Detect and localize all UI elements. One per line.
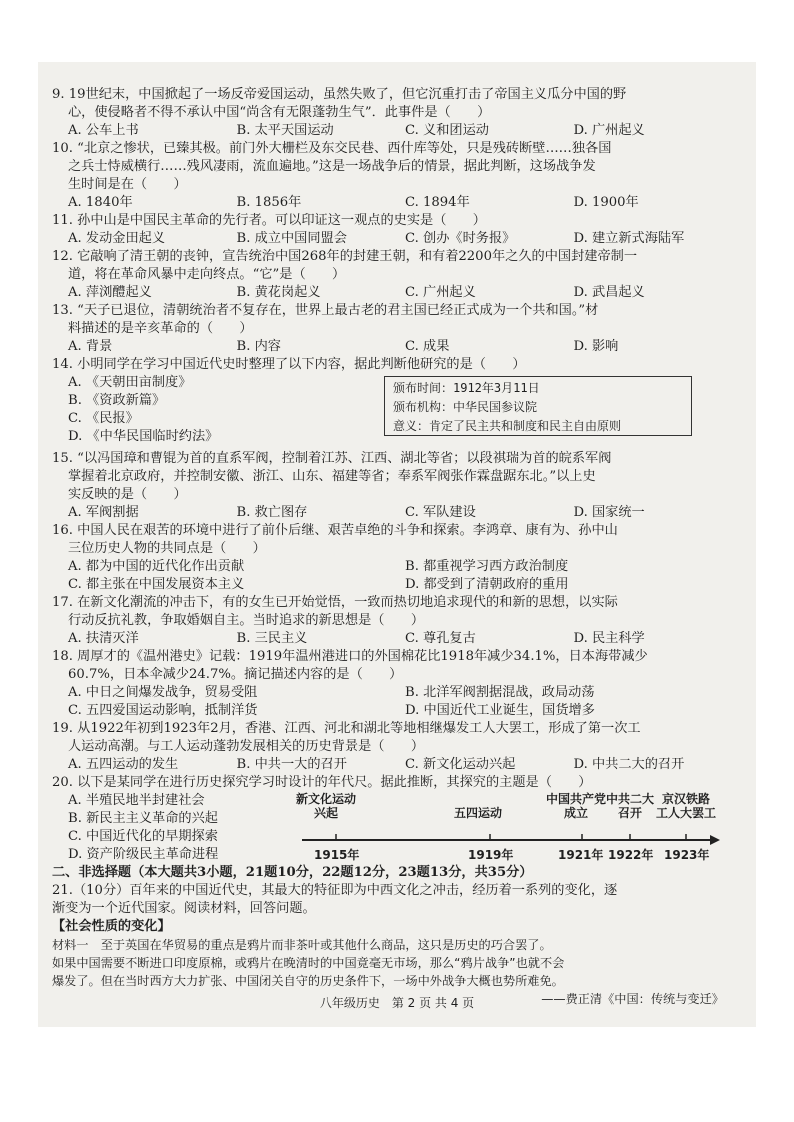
question-19 <box>52 720 742 774</box>
question-stem-cont: 心，使侵略者不得不承认中国“尚含有无限蓬勃生气”．此事件是（ ） <box>68 105 491 120</box>
options-row <box>52 684 742 702</box>
options-row <box>52 230 742 248</box>
question-stem: 20. 以下是某同学在进行历史探究学习时设计的年代尺。据此推断，其探究的主题是（ ） <box>52 775 592 790</box>
question-14 <box>52 356 742 450</box>
option-d: D. 中共二大的召开 <box>573 757 685 772</box>
question-12 <box>52 248 742 302</box>
option-d: D. 《中华民国临时约法》 <box>68 429 219 444</box>
info-box <box>384 376 692 436</box>
option-b: B. 成立中国同盟会 <box>236 231 347 246</box>
material-citation: ——费正清《中国：传统与变迁》 <box>541 992 724 1006</box>
question-stem-cont: 实反映的是（ ） <box>68 487 187 502</box>
question-stem: 11. 孙中山是中国民主革命的先行者。可以印证这一观点的史实是（ ） <box>52 213 486 228</box>
question-stem: 19. 从1922年初到1923年2月，香港、江西、河北和湖北等地相继爆发工人大罢工，形成了第一次工 <box>52 721 641 736</box>
option-b: B. 新民主主义革命的兴起 <box>68 811 218 826</box>
options-row <box>52 756 742 774</box>
material-line: 爆发了。但在当时西方大力扩张、中国闭关自守的历史条件下，一场中外战争大概也势所难免。 <box>52 974 564 988</box>
option-d: D. 影响 <box>573 339 619 354</box>
timeline-year: 1923年 <box>664 848 710 862</box>
timeline-year: 1922年 <box>608 848 654 862</box>
option-c: C. 1894年 <box>405 195 470 210</box>
option-a: A. 扶清灭洋 <box>68 631 139 646</box>
question-stem-cont: 生时间是在（ ） <box>68 177 187 192</box>
option-b: B. 《资政新篇》 <box>68 393 166 408</box>
options-row <box>52 702 742 720</box>
options-column <box>68 374 218 446</box>
option-d: D. 国家统一 <box>573 505 645 520</box>
question-stem: 12. 它敲响了清王朝的丧钟，宣告统治中国268年的封建王朝，和有着2200年之久的中国封建帝制一 <box>52 249 638 264</box>
question-13 <box>52 302 742 356</box>
section-2-heading: 二、非选择题（本大题共3小题，21题10分，22题12分，23题13分，共35分） <box>52 865 533 880</box>
info-box-line: 颁布机构：中华民国参议院 <box>393 400 538 414</box>
material-line: 材料一 至于英国在华贸易的重点是鸦片而非茶叶或其他什么商品，这只是历史的巧合罢了。 <box>52 938 552 952</box>
option-b: B. 太平天国运动 <box>236 123 334 138</box>
option-d: D. 资产阶级民主革命进程 <box>68 847 219 862</box>
option-b: B. 内容 <box>236 339 281 354</box>
options-row <box>52 504 742 522</box>
info-box-line: 意义：肯定了民主共和制度和民主自由原则 <box>393 419 622 433</box>
options-row <box>52 194 742 212</box>
options-row <box>52 338 742 356</box>
question-21-stem: 21.（10分）百年来的中国近代史，其最大的特征即为中西文化之冲击，经历着一系列的变化，逐 <box>52 883 618 898</box>
question-stem: 17. 在新文化潮流的冲击下，有的女生已开始觉悟，一致而热切地追求现代的和新的思想，以实际 <box>52 595 618 610</box>
options-column <box>68 792 218 864</box>
material-section-title: 【社会性质的变化】 <box>52 919 171 934</box>
option-c: C. 军队建设 <box>405 505 476 520</box>
question-stem: 14. 小明同学在学习中国近代史时整理了以下内容，据此判断他研究的是（ ） <box>52 357 526 372</box>
page-footer: 八年级历史 第 2 页 共 4 页 <box>319 996 475 1010</box>
question-20-body <box>52 792 742 864</box>
option-d: D. 民主科学 <box>573 631 645 646</box>
question-20 <box>52 774 742 864</box>
timeline <box>296 792 740 864</box>
option-d: D. 中国近代工业诞生，国货增多 <box>405 703 595 718</box>
option-a: A. 军阀割据 <box>68 505 139 520</box>
option-d: D. 建立新式海陆军 <box>573 231 685 246</box>
question-17 <box>52 594 742 648</box>
option-b: B. 北洋军阀割据混战，政局动荡 <box>405 685 595 700</box>
option-a: A. 发动金田起义 <box>68 231 166 246</box>
info-box-line: 颁布时间：1912年3月11日 <box>393 381 540 395</box>
question-9 <box>52 86 742 140</box>
question-stem: 18. 周厚才的《温州港史》记载：1919年温州港进口的外国棉花比1918年减少34.1%，日本海带减少 <box>52 649 648 664</box>
option-b: B. 中共一大的召开 <box>236 757 347 772</box>
option-a: A. 《天朝田亩制度》 <box>68 375 192 390</box>
options-row <box>52 630 742 648</box>
option-a: A. 1840年 <box>68 195 133 210</box>
question-stem: 9. 19世纪末，中国掀起了一场反帝爱国运动，虽然失败了，但它沉重打击了帝国主义瓜分中国的野 <box>52 87 627 102</box>
timeline-year: 1921年 <box>558 848 604 862</box>
question-stem-cont: 60.7%，日本伞减少24.7%。摘记描述内容的是（ ） <box>68 667 403 682</box>
question-10 <box>52 140 742 212</box>
option-d: D. 武昌起义 <box>573 285 645 300</box>
options-row <box>52 558 742 576</box>
option-a: A. 萍浏醴起义 <box>68 285 152 300</box>
options-row <box>52 284 742 302</box>
question-stem: 13. “天子已退位，清朝统治者不复存在，世界上最古老的君主国已经正式成为一个共和国。”材 <box>52 303 599 318</box>
option-d: D. 广州起义 <box>573 123 645 138</box>
options-row <box>52 122 742 140</box>
timeline-event-label: 新文化运动 兴起 <box>296 792 357 820</box>
option-c: C. 都主张在中国发展资本主义 <box>68 577 245 592</box>
option-a: A. 背景 <box>68 339 113 354</box>
question-stem-cont: 之兵士恃威横行……残风凄雨，流血遍地。”这是一场战争后的情景，据此判断，这场战争发 <box>68 159 596 174</box>
option-c: C. 成果 <box>405 339 450 354</box>
question-stem-cont: 三位历史人物的共同点是（ ） <box>68 541 266 556</box>
timeline-year: 1919年 <box>468 848 514 862</box>
option-a: A. 中日之间爆发战争，贸易受阻 <box>68 685 258 700</box>
exam-page <box>38 62 756 1027</box>
option-c: C. 《民报》 <box>68 411 139 426</box>
option-c: C. 尊孔复古 <box>405 631 476 646</box>
question-stem: 15. “以冯国璋和曹锟为首的直系军阀，控制着江苏、江西、湖北等省；以段祺瑞为首的皖系军阀 <box>52 451 612 466</box>
timeline-event-label: 中共二大 召开 <box>606 792 655 820</box>
question-stem-cont: 人运动高潮。与工人运动蓬勃发展相关的历史背景是（ ） <box>68 739 425 754</box>
exam-content <box>52 86 742 1008</box>
option-b: B. 三民主义 <box>236 631 308 646</box>
question-15 <box>52 450 742 522</box>
option-b: B. 救亡图存 <box>236 505 308 520</box>
option-c: C. 新文化运动兴起 <box>405 757 516 772</box>
option-a: A. 都为中国的近代化作出贡献 <box>68 559 245 574</box>
question-stem-cont: 掌握着北京政府，并控制安徽、浙江、山东、福建等省；奉系军阀张作霖盘踞东北。”以上史 <box>68 469 596 484</box>
question-stem: 10. “北京之惨状，已臻其极。前门外大栅栏及东交民巷、西什库等处，只是残砖断壁……独各国 <box>52 141 612 156</box>
option-d: D. 都受到了清朝政府的重用 <box>405 577 569 592</box>
option-b: B. 1856年 <box>236 195 302 210</box>
question-stem-cont: 行动反抗礼教，争取婚姻自主。当时追求的新思想是（ ） <box>68 613 425 628</box>
material-line: 如果中国需要不断进口印度原棉，或鸦片在晚清时的中国竟毫无市场，那么“鸦片战争”也就不会 <box>52 956 565 970</box>
option-b: B. 黄花岗起义 <box>236 285 321 300</box>
option-d: D. 1900年 <box>573 195 639 210</box>
timeline-event-label: 五四运动 <box>454 806 503 820</box>
question-11 <box>52 212 742 248</box>
options-row <box>52 576 742 594</box>
option-c: C. 五四爱国运动影响，抵制洋货 <box>68 703 258 718</box>
option-c: C. 中国近代化的早期探索 <box>68 829 218 844</box>
timeline-event-label: 京汉铁路 工人大罢工 <box>656 792 717 820</box>
option-a: A. 公车上书 <box>68 123 139 138</box>
option-c: C. 义和团运动 <box>405 123 489 138</box>
option-b: B. 都重视学习西方政治制度 <box>405 559 569 574</box>
question-18 <box>52 648 742 720</box>
question-14-body <box>52 374 742 450</box>
option-c: C. 广州起义 <box>405 285 476 300</box>
option-a: A. 半殖民地半封建社会 <box>68 793 205 808</box>
option-c: C. 创办《时务报》 <box>405 231 516 246</box>
timeline-event-label: 中国共产党 成立 <box>546 792 607 820</box>
question-stem: 16. 中国人民在艰苦的环境中进行了前仆后继、艰苦卓绝的斗争和探索。李鸿章、康有为、孙中山 <box>52 523 618 538</box>
option-a: A. 五四运动的发生 <box>68 757 179 772</box>
question-stem-cont: 道，将在革命风暴中走向终点。“它”是（ ） <box>68 267 346 282</box>
question-stem-cont: 料描述的是辛亥革命的（ ） <box>68 321 253 336</box>
question-21-stem-cont: 渐变为一个近代国家。阅读材料，回答问题。 <box>52 901 316 916</box>
timeline-year: 1915年 <box>314 848 360 862</box>
question-16 <box>52 522 742 594</box>
